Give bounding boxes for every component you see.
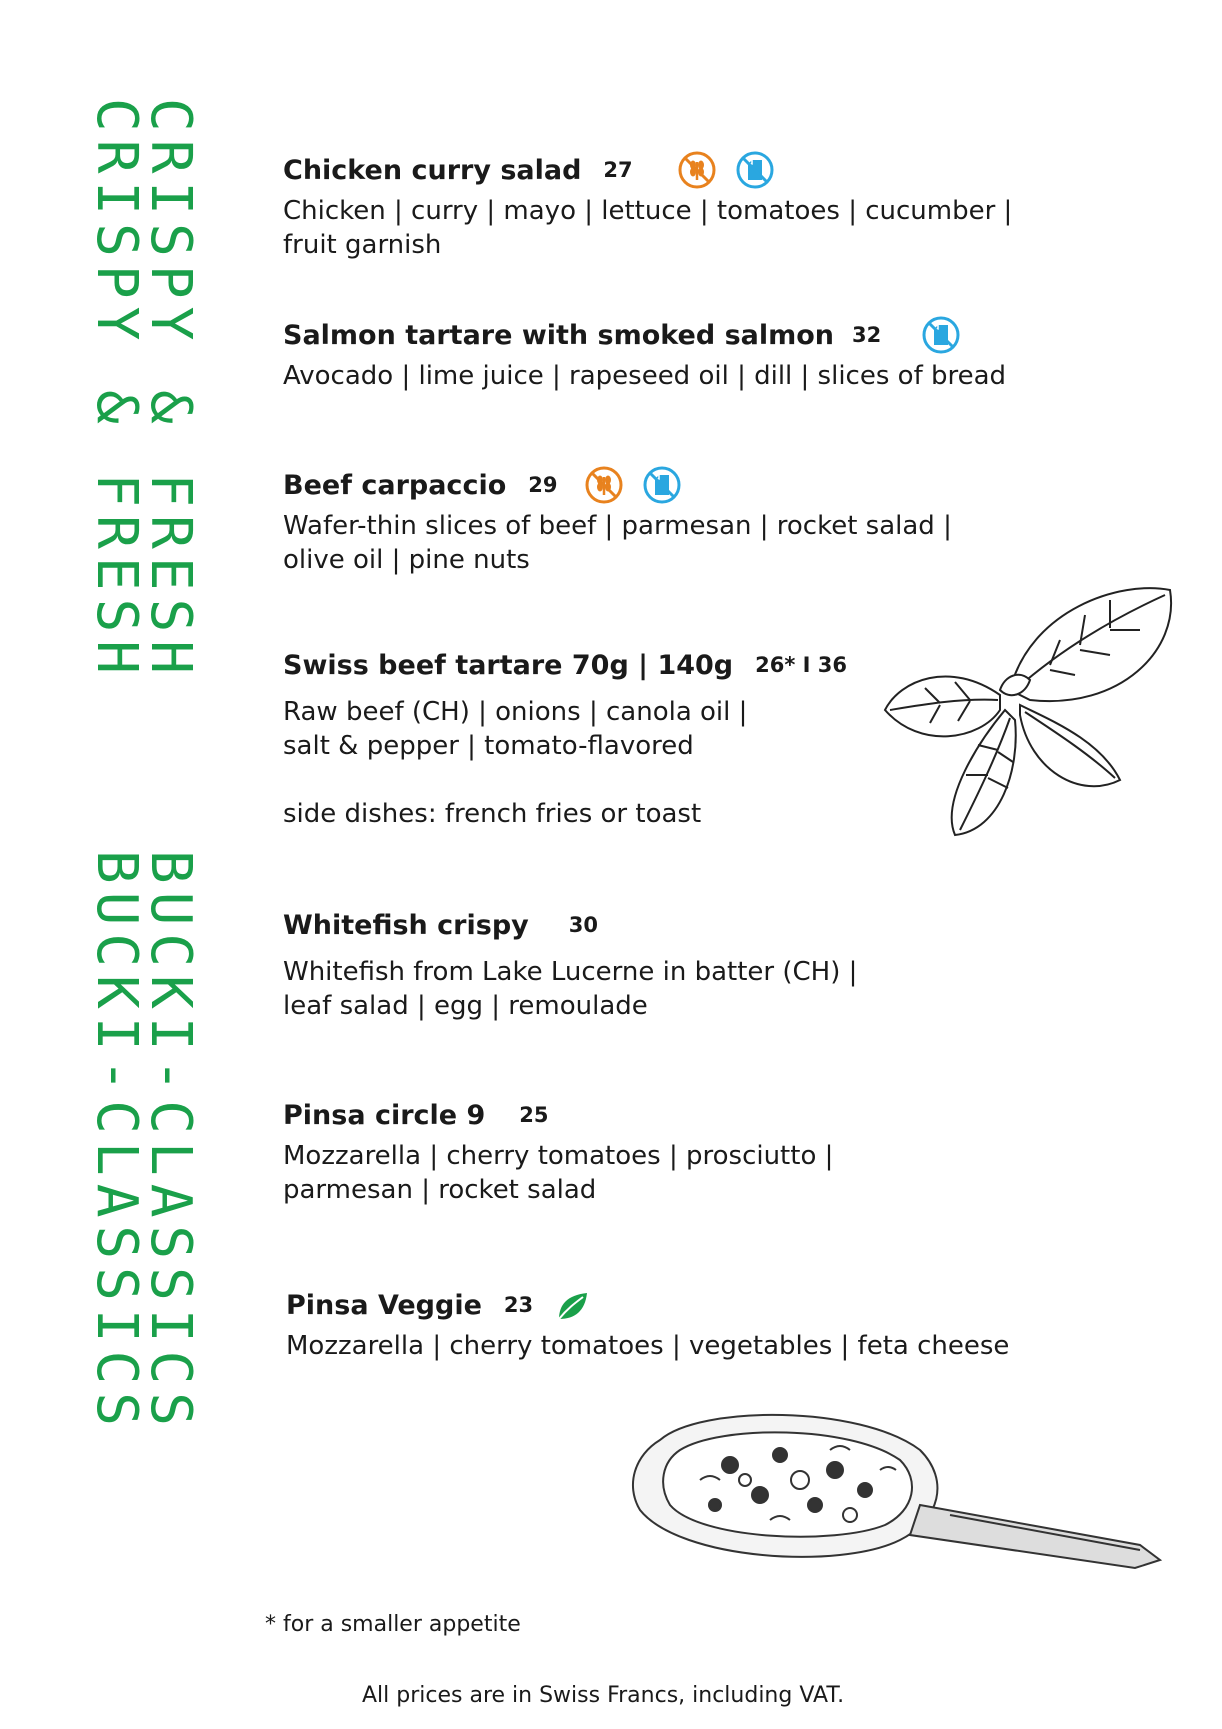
item-price: 27 [603,158,633,182]
lactose-free-icon [921,315,961,355]
item-description-line: Raw beef (CH) | onions | canola oil | [283,697,748,727]
item-price: 23 [503,1293,534,1317]
vat-notice: All prices are in Swiss Francs, including VAT. [362,1683,845,1708]
side-titles [0,0,230,1729]
menu-item [283,315,1006,393]
item-price: 25 [519,1103,549,1127]
item-price: 26* I 36 [755,653,848,677]
section-title-crispy-fresh [84,98,203,683]
item-description-line: Mozzarella | cherry tomatoes | vegetables | feta cheese [286,1331,1010,1361]
item-description-line: salt & pepper | tomato-flavored [283,731,694,761]
menu-item [286,1285,1009,1363]
menu-item [283,465,952,577]
menu-item [283,150,1012,262]
item-description-line: olive oil | pine nuts [283,545,530,575]
item-description-line: Chicken | curry | mayo | lettuce | tomatoes | cucumber | [283,196,1013,226]
section-title-line: BUCKI-CLASSICS [84,850,149,1435]
gluten-free-icon [584,465,624,505]
menu-item [283,1095,833,1207]
item-description-line: Mozzarella | cherry tomatoes | prosciutto | [283,1141,834,1171]
item-name: Chicken curry salad [283,154,582,186]
lactose-free-icon [735,150,775,190]
section-title-bucki-classics [84,850,203,1435]
item-description-line: fruit garnish [283,230,442,260]
vegetarian-leaf-icon [553,1285,593,1325]
item-name: Pinsa circle 9 [283,1099,486,1131]
item-price: 29 [528,473,558,497]
section-title-line: CRISPY & FRESH [138,98,203,683]
side-dishes-note: side dishes: french fries or toast [283,799,702,829]
item-name: Swiss beef tartare 70g | 140g [283,649,734,681]
gluten-free-icon [677,150,717,190]
section-title-line: CRISPY & FRESH [84,98,149,683]
section-title-line: BUCKI-CLASSICS [138,850,203,1435]
item-description-line: Whitefish from Lake Lucerne in batter (CH) | [283,957,858,987]
lactose-free-icon [642,465,682,505]
item-description-line: parmesan | rocket salad [283,1175,597,1205]
item-name: Beef carpaccio [283,469,507,501]
footnote: * for a smaller appetite [265,1612,521,1637]
basil-leaves-illustration [880,570,1180,850]
item-price: 30 [568,913,598,937]
item-description-line: leaf salad | egg | remoulade [283,991,648,1021]
menu-item [283,645,847,831]
item-name: Pinsa Veggie [286,1289,482,1321]
item-description-line: Avocado | lime juice | rapeseed oil | dill | slices of bread [283,361,1007,391]
pizza-peel-illustration [620,1410,1170,1580]
menu-item [283,905,857,1023]
item-name: Salmon tartare with smoked salmon [283,319,835,351]
item-description-line: Wafer-thin slices of beef | parmesan | rocket salad | [283,511,952,541]
item-name: Whitefish crispy [283,909,529,941]
item-price: 32 [852,323,882,347]
